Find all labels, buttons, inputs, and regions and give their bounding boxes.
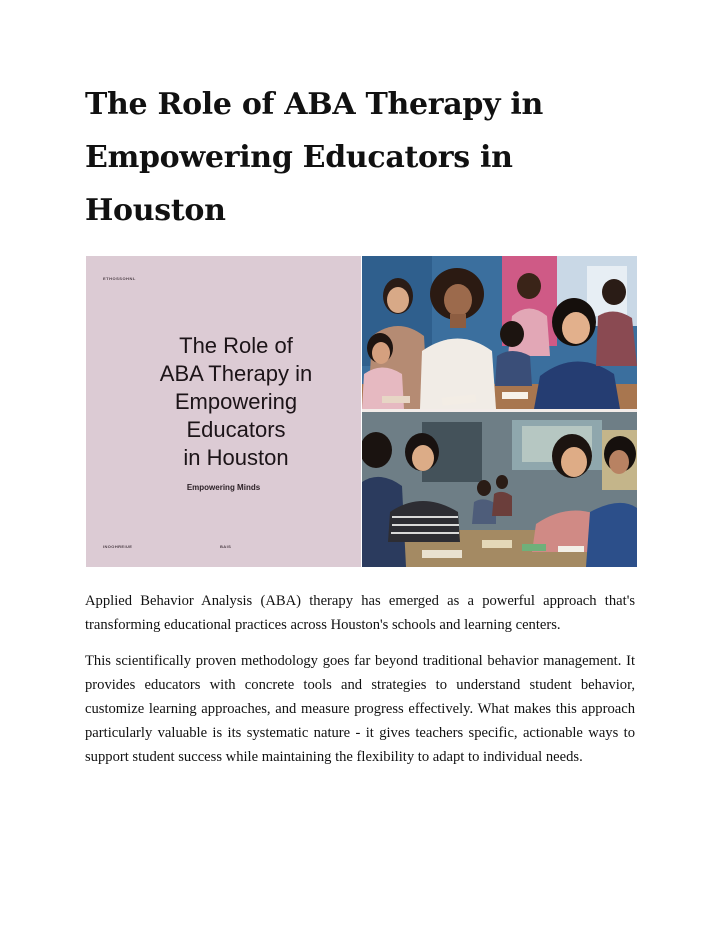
hero-title-line: Educators (186, 417, 286, 442)
hero-title-line: ABA Therapy in (159, 361, 313, 386)
hero-tag-top: ETHOSSOHNL (103, 276, 136, 281)
hero-title (126, 332, 346, 472)
hero-title-line: in Houston (183, 445, 289, 470)
classroom-photo-top (362, 256, 637, 409)
hero-title-line: Empowering (174, 389, 298, 414)
paragraph: This scientifically proven methodology goes far beyond traditional behavior management. It provides educators with concrete tools and strategies to understand student behavior, customize learning approaches, and measure progress effectively. What makes this approach particularly valuable is its systematic nature - it gives teachers specific, actionable ways to support student success while maintaining the flexibility to adapt to individual needs. (85, 653, 635, 765)
hero-footer-left: INOOHREIUE (103, 544, 133, 549)
hero-image (86, 256, 637, 567)
paragraph: Applied Behavior Analysis (ABA) therapy has emerged as a powerful approach that's transforming educational practices across Houston's schools and learning centers. (85, 593, 635, 633)
hero-footer-right: BAIS (220, 544, 232, 549)
hero-title-line: The Role of (179, 333, 293, 358)
article-title: The Role of ABA Therapy in Empowering Educators in Houston (85, 87, 543, 228)
hero-title-panel (86, 256, 361, 567)
hero-subtitle: Empowering Minds (186, 483, 261, 492)
classroom-photo-bottom (362, 412, 637, 567)
